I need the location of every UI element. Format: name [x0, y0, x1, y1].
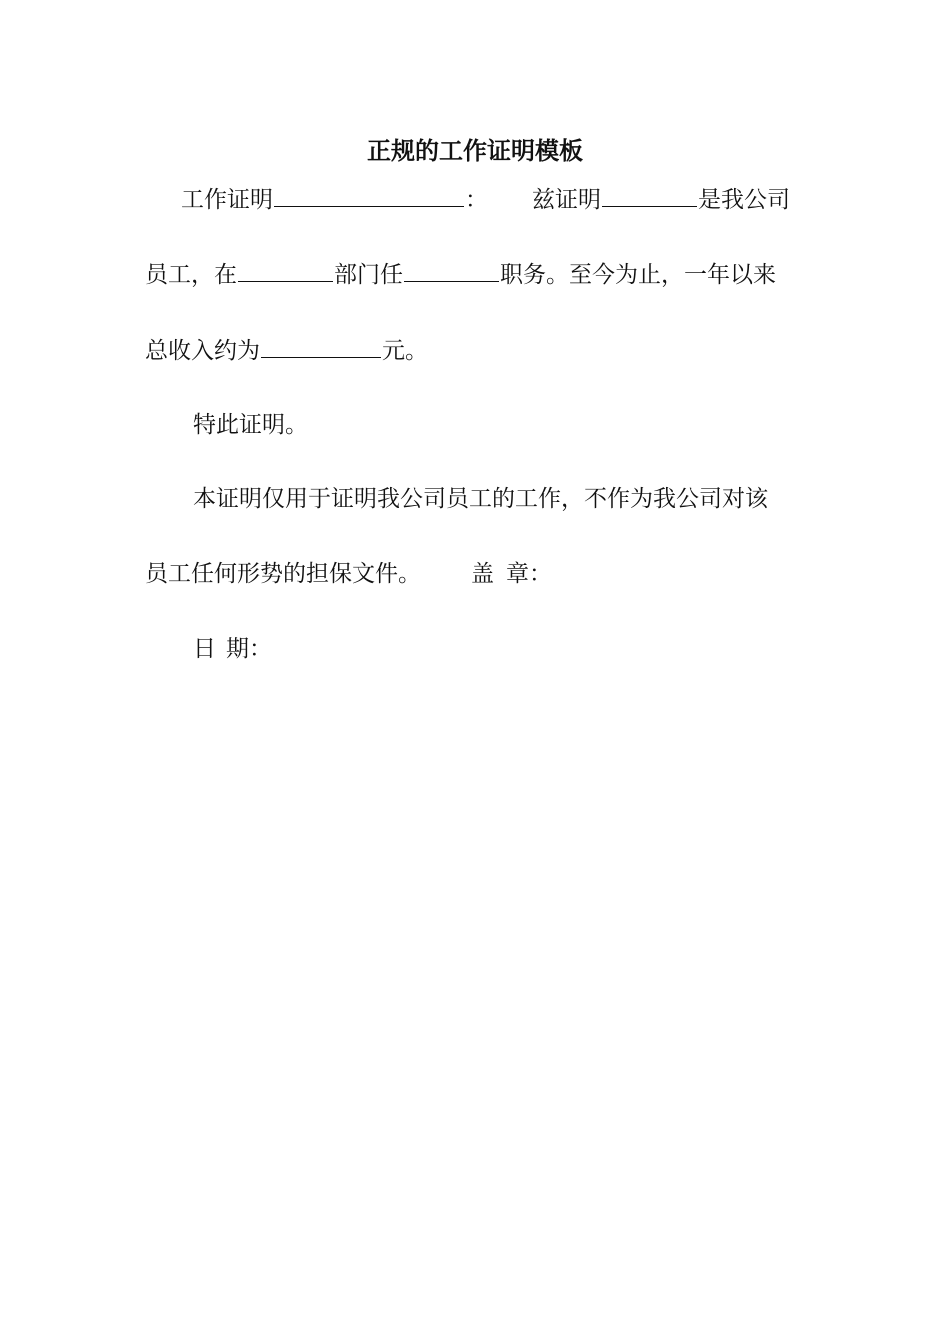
- line-date: [193, 633, 272, 665]
- label-dept-position: 部门任: [334, 262, 403, 288]
- label-seal-2: 章：: [506, 561, 552, 587]
- line-disclaimer: [193, 483, 768, 515]
- line-department: [145, 259, 776, 291]
- label-date-1: 日: [193, 636, 216, 662]
- document-title: 正规的工作证明模板: [367, 136, 583, 165]
- blank-employee-name[interactable]: [602, 184, 697, 207]
- text-hereby-certify: 特此证明。: [193, 412, 308, 438]
- label-certify-prefix: 兹证明: [532, 187, 601, 213]
- label-seal-1: 盖: [471, 561, 494, 587]
- label-date-2: 期：: [226, 636, 272, 662]
- blank-department[interactable]: [238, 259, 333, 282]
- line-hereby-certify: [193, 409, 308, 441]
- label-position-suffix: 职务。至今为止，一年以来: [500, 262, 776, 288]
- label-certify-suffix: 是我公司: [698, 187, 790, 213]
- label-income-suffix: 元。: [382, 338, 428, 364]
- text-disclaimer: 本证明仅用于证明我公司员工的工作，不作为我公司对该: [193, 486, 768, 512]
- label-income-prefix: 总收入约为: [145, 338, 260, 364]
- blank-position[interactable]: [404, 259, 499, 282]
- line-guarantee-seal: [145, 558, 552, 590]
- line-income: [145, 335, 428, 367]
- label-employee-in: 员工，在: [145, 262, 237, 288]
- colon: ：: [465, 187, 488, 213]
- line-certificate-header: [181, 184, 790, 216]
- blank-company-name[interactable]: [274, 184, 464, 207]
- blank-income-amount[interactable]: [261, 335, 381, 358]
- text-guarantee: 员工任何形势的担保文件。: [145, 561, 421, 587]
- label-work-certificate: 工作证明: [181, 187, 273, 213]
